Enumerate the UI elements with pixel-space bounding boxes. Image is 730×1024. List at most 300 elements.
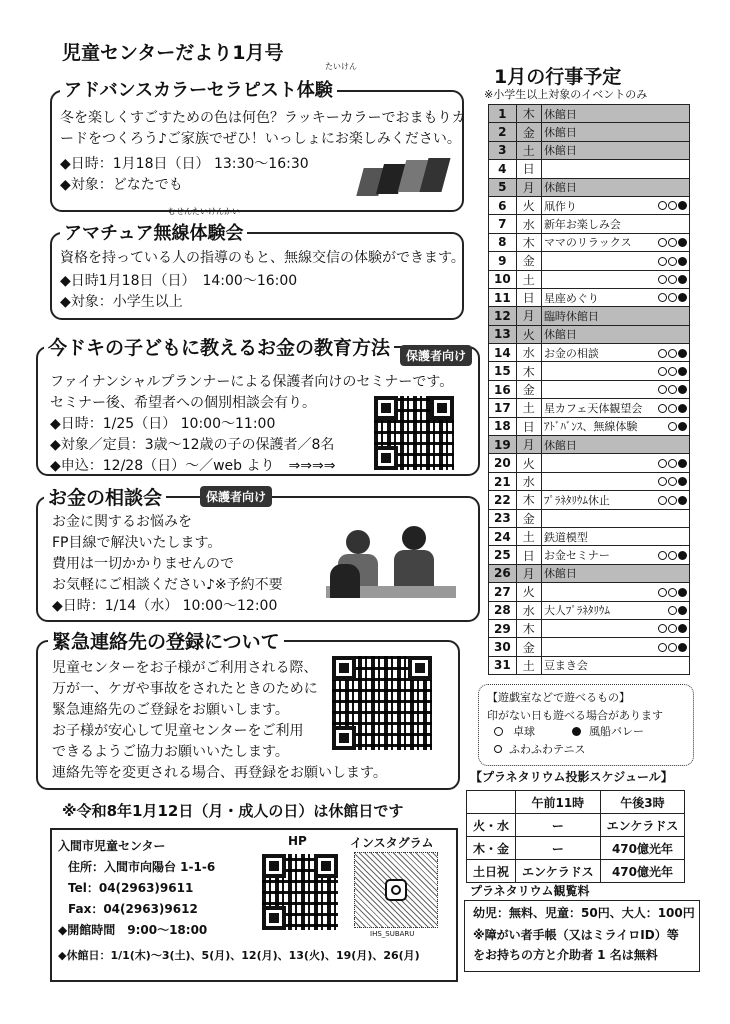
center-closed-days: ◆休館日：1/1(木)～3(土)、5(月)、12(月)、13(火)、19(月)、26(月) xyxy=(58,949,420,962)
pingpong-icon xyxy=(668,496,677,505)
calendar-cell-text: 金 xyxy=(522,254,535,269)
calendar-weekday xyxy=(516,656,541,674)
activity-icons xyxy=(657,622,687,635)
calendar-date xyxy=(489,123,517,141)
emergency-contact-line: 緊急連絡先のご登録をお願いします。 xyxy=(52,702,289,718)
calendar-weekday xyxy=(516,619,541,637)
calendar-cell-text: 木 xyxy=(522,235,535,250)
calendar-event xyxy=(541,601,689,619)
calendar-cell-text: 日 xyxy=(522,291,535,306)
calendar-row xyxy=(489,362,690,380)
calendar-cell-text: 日 xyxy=(522,419,535,434)
calendar-cell-text: 18 xyxy=(493,419,511,434)
calendar-cell-text: 日 xyxy=(522,548,535,563)
activity-icons xyxy=(657,273,687,286)
pingpong-icon xyxy=(668,588,677,597)
calendar-weekday xyxy=(516,196,541,214)
hp-label: HP xyxy=(288,834,307,848)
instagram-handle: IHS_SUBARU xyxy=(370,930,415,938)
calendar-cell-text: 大人ﾌﾟﾗﾈﾀﾘｳﾑ xyxy=(543,604,610,618)
calendar-cell-text: 17 xyxy=(493,400,511,415)
calendar-event xyxy=(541,307,689,325)
calendar-weekday xyxy=(516,417,541,435)
calendar-cell-text: 凧作り xyxy=(543,199,577,213)
event-money-consult-body xyxy=(52,512,283,617)
event-amateur-radio-date: ◆日時1月18日（日） 14:00～16:00 xyxy=(60,273,298,289)
calendar-cell-text: 7 xyxy=(498,217,507,232)
calendar-cell-text: 日 xyxy=(522,162,535,177)
calendar-cell-text: 5 xyxy=(498,180,507,195)
calendar-weekday xyxy=(516,307,541,325)
planetarium-header: 午後3時 xyxy=(600,791,685,814)
planetarium-fee: 幼児：無料、児童：50円、大人：100円 xyxy=(473,906,695,920)
calendar-date xyxy=(489,344,517,362)
planetarium-row xyxy=(467,837,685,860)
pingpong-icon xyxy=(494,727,503,736)
calendar-cell-text: 土 xyxy=(522,272,535,287)
calendar-cell-text: 休館日 xyxy=(543,567,577,581)
web-apply-qr-code[interactable] xyxy=(374,396,454,470)
calendar-cell-text: 土 xyxy=(522,401,535,416)
calendar-weekday xyxy=(516,160,541,178)
calendar-cell-text: 休館日 xyxy=(543,438,577,452)
calendar-row xyxy=(489,564,690,582)
consultation-illustration xyxy=(326,500,462,615)
balloon-icon xyxy=(678,588,687,597)
calendar-cell-text: 水 xyxy=(522,475,535,489)
calendar-cell-text: 金 xyxy=(522,640,535,655)
center-hours: ◆開館時間 9:00～18:00 xyxy=(58,923,208,937)
activity-icons xyxy=(657,493,687,506)
calendar-cell-text: 31 xyxy=(493,658,511,673)
pingpong-icon xyxy=(658,496,667,505)
legend-pingpong: 卓球 xyxy=(513,725,535,738)
calendar-cell-text: 1 xyxy=(498,106,507,121)
instagram-label: インスタグラム xyxy=(350,836,434,850)
pingpong-icon xyxy=(668,422,677,431)
homepage-qr-code[interactable] xyxy=(262,854,338,930)
calendar-date xyxy=(489,196,517,214)
planetarium-header: 午前11時 xyxy=(516,791,601,814)
calendar-cell-text: 3 xyxy=(498,143,507,158)
activity-icons xyxy=(657,456,687,469)
calendar-event xyxy=(541,454,689,472)
pingpong-icon xyxy=(658,643,667,652)
pingpong-icon xyxy=(658,385,667,394)
planetarium-schedule-title: 【プラネタリウム投影スケジュール】 xyxy=(470,770,673,784)
calendar-row xyxy=(489,601,690,619)
calendar-cell-text: 休館日 xyxy=(543,144,577,158)
calendar-row xyxy=(489,233,690,251)
calendar-date xyxy=(489,509,517,527)
calendar-weekday xyxy=(516,436,541,454)
calendar-cell-text: 22 xyxy=(493,492,511,507)
calendar-event xyxy=(541,344,689,362)
calendar-cell-text: 金 xyxy=(522,125,535,140)
emergency-contact-title: 緊急連絡先の登録について xyxy=(48,627,284,654)
event-color-therapy-title: アドバンスカラーセラピスト体験 xyxy=(60,76,337,102)
calendar-cell-text: 27 xyxy=(493,584,511,599)
calendar-row xyxy=(489,288,690,306)
calendar-cell-text: 休館日 xyxy=(543,181,577,195)
calendar-cell-text: ｱﾄﾞﾊﾞﾝｽ、無線体験 xyxy=(543,420,638,434)
calendar-row xyxy=(489,270,690,288)
calendar-weekday xyxy=(516,178,541,196)
instagram-icon xyxy=(385,879,407,901)
calendar-event xyxy=(541,417,689,435)
calendar-cell-text: 星カフェ天体観望会 xyxy=(543,401,643,415)
calendar-event xyxy=(541,325,689,343)
event-money-consult-line: お金に関するお悩みを xyxy=(52,514,192,530)
event-money-consult-line: お気軽にご相談ください♪※予約不要 xyxy=(52,577,283,593)
event-color-therapy-line: 冬を楽しくすごすための色は何色？ラッキーカラーでおまもりカ xyxy=(60,110,466,126)
calendar-weekday xyxy=(516,399,541,417)
calendar-row xyxy=(489,252,690,270)
calendar-row xyxy=(489,454,690,472)
calendar-weekday xyxy=(516,362,541,380)
event-money-consult-line: 費用は一切かかりませんので xyxy=(52,556,234,572)
pingpong-icon xyxy=(668,367,677,376)
planetarium-note: ※障がい者手帳（又はミライロID）等 xyxy=(473,928,679,942)
calendar-weekday xyxy=(516,491,541,509)
pingpong-icon xyxy=(658,588,667,597)
center-fax: Fax：04(2963)9612 xyxy=(68,902,198,916)
event-money-consult-date: ◆日時：1/14（水） 10:00～12:00 xyxy=(52,598,278,614)
calendar-cell-text: 金 xyxy=(522,511,535,526)
calendar-date xyxy=(489,270,517,288)
pingpong-icon xyxy=(658,275,667,284)
calendar-date xyxy=(489,399,517,417)
planetarium-cell: 470億光年 xyxy=(600,860,685,883)
calendar-row xyxy=(489,325,690,343)
pingpong-icon xyxy=(658,293,667,302)
calendar-row xyxy=(489,491,690,509)
event-color-therapy-date: ◆日時：1月18日（日） 13:30～16:30 xyxy=(60,156,309,172)
calendar-cell-text: 木 xyxy=(522,493,535,508)
pingpong-icon xyxy=(668,551,677,560)
balloon-icon xyxy=(678,459,687,468)
center-tel: Tel：04(2963)9611 xyxy=(68,881,194,895)
calendar-date xyxy=(489,288,517,306)
emergency-contact-qr-code[interactable] xyxy=(332,656,432,750)
calendar-cell-text: 6 xyxy=(498,198,507,213)
legend-title: 【遊戯室などで遊べるもの】 xyxy=(487,691,630,704)
emergency-contact-line: 万が一、ケガや事故をされたときのために xyxy=(52,681,318,697)
event-money-consult-line: FP目線で解決いたします。 xyxy=(52,535,222,551)
event-color-therapy-ruby: たいけん xyxy=(325,62,357,71)
calendar-date xyxy=(489,325,517,343)
calendar-cell-text: 19 xyxy=(493,437,511,452)
calendar-cell-text: お金の相談 xyxy=(543,346,599,360)
activity-icons xyxy=(657,199,687,212)
activity-icons xyxy=(667,604,687,617)
planetarium-schedule-table xyxy=(466,790,685,883)
balloon-icon xyxy=(678,624,687,633)
emergency-contact-line: 連絡先等を変更される場合、再登録をお願いします。 xyxy=(52,765,387,781)
event-money-education-apply: ◆申込：12/28（日）～／web より ⇒⇒⇒⇒ xyxy=(50,458,336,474)
guardian-badge: 保護者向け xyxy=(200,486,272,507)
calendar-cell-text: 25 xyxy=(493,548,511,563)
calendar-row xyxy=(489,399,690,417)
event-color-therapy-line: ードをつくろう♪ご家族でぜひ！いっしょにお楽しみください。 xyxy=(60,131,461,147)
calendar-cell-text: 木 xyxy=(522,364,535,379)
balloon-icon xyxy=(678,404,687,413)
calendar-cell-text: 豆まき会 xyxy=(543,659,588,673)
calendar-cell-text: 休館日 xyxy=(543,126,577,140)
calendar-event xyxy=(541,160,689,178)
calendar-event xyxy=(541,527,689,545)
balloon-icon xyxy=(678,275,687,284)
planetarium-header-row xyxy=(467,791,685,814)
planetarium-note: をお持ちの方と介助者 1 名は無料 xyxy=(473,948,658,962)
planetarium-cell: エンケラドス xyxy=(600,814,685,837)
activity-icons xyxy=(657,364,687,377)
calendar-event xyxy=(541,141,689,159)
calendar-weekday xyxy=(516,270,541,288)
calendar-weekday xyxy=(516,472,541,490)
calendar-date xyxy=(489,380,517,398)
calendar-row xyxy=(489,380,690,398)
calendar-weekday xyxy=(516,288,541,306)
calendar-event xyxy=(541,509,689,527)
calendar-cell-text: 月 xyxy=(522,309,535,324)
emergency-contact-line: できるようご協力お願いいたします。 xyxy=(52,744,289,760)
calendar-cell-text: 火 xyxy=(522,327,535,342)
calendar-cell-text: 28 xyxy=(493,603,511,618)
event-money-education-line: ファイナンシャルプランナーによる保護者向けのセミナーです。 xyxy=(50,374,454,390)
calendar-event xyxy=(541,638,689,656)
calendar-cell-text: 24 xyxy=(493,529,511,544)
calendar-cell-text: 火 xyxy=(522,585,535,600)
balloon-icon xyxy=(572,727,581,736)
calendar-row xyxy=(489,619,690,637)
calendar-row xyxy=(489,583,690,601)
calendar-row xyxy=(489,417,690,435)
pingpong-icon xyxy=(668,606,677,615)
balloon-icon xyxy=(678,477,687,486)
calendar-event xyxy=(541,656,689,674)
event-money-education-title: 今ドキの子どもに教えるお金の教育方法 xyxy=(44,333,394,360)
calendar-row xyxy=(489,105,690,123)
calendar-weekday xyxy=(516,233,541,251)
calendar-cell-text: 11 xyxy=(493,290,511,305)
calendar-weekday xyxy=(516,601,541,619)
calendar-cell-text: 21 xyxy=(493,474,511,489)
color-cards-illustration xyxy=(360,158,450,198)
calendar-weekday xyxy=(516,141,541,159)
calendar-cell-text: 15 xyxy=(493,364,511,379)
balloon-icon xyxy=(678,551,687,560)
calendar-cell-text: 13 xyxy=(493,327,511,342)
calendar-cell-text: 4 xyxy=(498,161,507,176)
calendar-cell-text: 月 xyxy=(522,566,535,581)
calendar-weekday xyxy=(516,123,541,141)
pingpong-icon xyxy=(668,477,677,486)
planetarium-cell: エンケラドス xyxy=(516,860,601,883)
calendar-weekday xyxy=(516,527,541,545)
pingpong-icon xyxy=(668,385,677,394)
calendar-cell-text: 20 xyxy=(493,456,511,471)
calendar-date xyxy=(489,619,517,637)
calendar-cell-text: 土 xyxy=(522,658,535,673)
play-legend xyxy=(478,684,694,766)
calendar-row xyxy=(489,160,690,178)
emergency-contact-line: お子様が安心して児童センターをご利用 xyxy=(52,723,304,739)
pingpong-icon xyxy=(668,404,677,413)
calendar-row xyxy=(489,307,690,325)
planetarium-header xyxy=(467,791,516,814)
calendar-date xyxy=(489,472,517,490)
calendar-event xyxy=(541,233,689,251)
calendar-cell-text: お金セミナー xyxy=(543,549,610,563)
event-money-consult-title: お金の相談会 xyxy=(44,483,166,510)
newsletter-title: 児童センターだより1月号 xyxy=(58,38,287,65)
calendar-cell-text: 月 xyxy=(522,438,535,453)
calendar-cell-text: 12 xyxy=(493,308,511,323)
calendar-row xyxy=(489,344,690,362)
calendar-date xyxy=(489,417,517,435)
calendar-row xyxy=(489,527,690,545)
calendar-cell-text: 臨時休館日 xyxy=(543,309,599,323)
calendar-weekday xyxy=(516,105,541,123)
calendar-weekday xyxy=(516,546,541,564)
calendar-weekday xyxy=(516,583,541,601)
calendar-cell-text: 26 xyxy=(493,566,511,581)
balloon-icon xyxy=(678,606,687,615)
activity-icons xyxy=(657,254,687,267)
tennis-icon xyxy=(494,745,502,753)
calendar-date xyxy=(489,564,517,582)
event-amateur-radio-target: ◆対象：小学生以上 xyxy=(60,294,183,310)
calendar-date xyxy=(489,583,517,601)
planetarium-cell: 木・金 xyxy=(467,837,516,860)
calendar-event xyxy=(541,288,689,306)
calendar-cell-text: 30 xyxy=(493,640,511,655)
event-amateur-radio-ruby: むせんたいけんかい xyxy=(168,207,240,216)
calendar-event xyxy=(541,123,689,141)
calendar-row xyxy=(489,638,690,656)
pingpong-icon xyxy=(658,624,667,633)
balloon-icon xyxy=(678,385,687,394)
calendar-date xyxy=(489,105,517,123)
calendar-cell-text: 休館日 xyxy=(543,328,577,342)
calendar-date xyxy=(489,362,517,380)
calendar-event xyxy=(541,399,689,417)
planetarium-fee-title: プラネタリウム観覧料 xyxy=(470,884,590,898)
event-money-education-target: ◆対象／定員：3歳～12歳の子の保護者／8名 xyxy=(50,437,335,453)
calendar-event xyxy=(541,583,689,601)
pingpong-icon xyxy=(668,275,677,284)
calendar-date xyxy=(489,454,517,472)
calendar-cell-text: 水 xyxy=(522,603,535,618)
balloon-icon xyxy=(678,349,687,358)
pingpong-icon xyxy=(668,257,677,266)
pingpong-icon xyxy=(658,404,667,413)
calendar-cell-text: ママのリラックス xyxy=(543,236,632,250)
calendar-cell-text: 金 xyxy=(522,383,535,398)
calendar-event xyxy=(541,491,689,509)
calendar-date xyxy=(489,215,517,233)
calendar-date xyxy=(489,160,517,178)
activity-icons xyxy=(667,420,687,433)
balloon-icon xyxy=(678,257,687,266)
calendar-date xyxy=(489,233,517,251)
calendar-weekday xyxy=(516,344,541,362)
calendar-cell-text: 木 xyxy=(522,622,535,637)
calendar-cell-text: 29 xyxy=(493,621,511,636)
activity-icons xyxy=(657,475,687,488)
calendar-date xyxy=(489,638,517,656)
activity-icons xyxy=(657,401,687,414)
calendar-cell-text: 23 xyxy=(493,511,511,526)
calendar-event xyxy=(541,252,689,270)
calendar-row xyxy=(489,546,690,564)
calendar-event xyxy=(541,546,689,564)
calendar-date xyxy=(489,491,517,509)
emergency-contact-line: 児童センターをお子様がご利用される際、 xyxy=(52,660,318,676)
calendar-date xyxy=(489,436,517,454)
pingpong-icon xyxy=(668,238,677,247)
calendar-event xyxy=(541,196,689,214)
instagram-qr-code[interactable] xyxy=(354,852,438,928)
calendar-row xyxy=(489,196,690,214)
calendar-weekday xyxy=(516,252,541,270)
guardian-badge: 保護者向け xyxy=(400,345,472,366)
pingpong-icon xyxy=(658,477,667,486)
activity-icons xyxy=(657,640,687,653)
calendar-cell-text: ﾌﾟﾗﾈﾀﾘｳﾑ休止 xyxy=(543,493,610,507)
pingpong-icon xyxy=(668,201,677,210)
calendar-row xyxy=(489,656,690,674)
calendar-weekday xyxy=(516,325,541,343)
calendar-cell-text: 休館日 xyxy=(543,107,577,121)
calendar-event xyxy=(541,105,689,123)
calendar-date xyxy=(489,307,517,325)
calendar-cell-text: 16 xyxy=(493,382,511,397)
calendar-cell-text: 星座めぐり xyxy=(543,291,599,305)
calendar-event xyxy=(541,178,689,196)
calendar-event xyxy=(541,619,689,637)
pingpong-icon xyxy=(668,349,677,358)
event-amateur-radio-body xyxy=(60,248,465,313)
calendar-event xyxy=(541,362,689,380)
calendar-event xyxy=(541,215,689,233)
calendar-weekday xyxy=(516,638,541,656)
pingpong-icon xyxy=(658,459,667,468)
planetarium-cell: 470億光年 xyxy=(600,837,685,860)
balloon-icon xyxy=(678,238,687,247)
legend-balloon: 風船バレー xyxy=(589,725,644,738)
calendar-cell-text: 木 xyxy=(522,107,535,122)
calendar-cell-text: 月 xyxy=(522,180,535,195)
calendar-date xyxy=(489,141,517,159)
calendar-weekday xyxy=(516,380,541,398)
planetarium-fee-box xyxy=(464,900,700,972)
calendar-cell-text: 新年お楽しみ会 xyxy=(543,218,621,232)
calendar-cell-text: 水 xyxy=(522,217,535,232)
planetarium-row xyxy=(467,814,685,837)
pingpong-icon xyxy=(658,551,667,560)
event-amateur-radio-line: 資格を持っている人の指導のもと、無線交信の体験ができます。 xyxy=(60,250,465,266)
planetarium-cell: ー xyxy=(516,837,601,860)
closure-notice: ※令和8年1月12日（月・成人の日）は休館日です xyxy=(62,802,404,820)
event-calendar xyxy=(488,104,690,675)
activity-icons xyxy=(657,383,687,396)
calendar-cell-text: 14 xyxy=(493,345,511,360)
activity-icons xyxy=(657,346,687,359)
balloon-icon xyxy=(678,496,687,505)
legend-note: 印がない日も遊べる場合があります xyxy=(487,709,663,722)
